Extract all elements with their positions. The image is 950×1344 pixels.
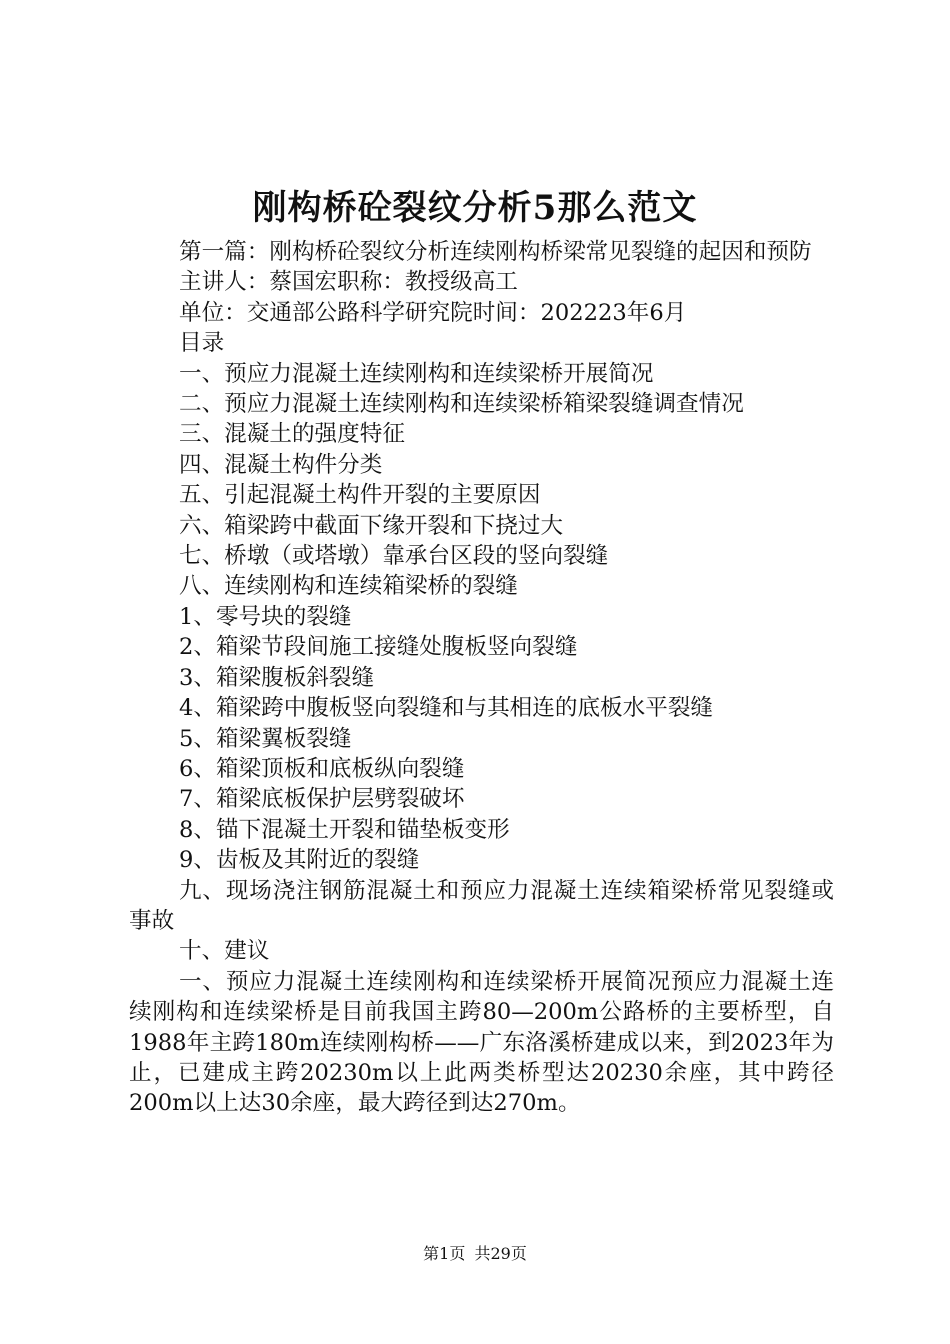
toc-item: 六、箱梁跨中截面下缘开裂和下挠过大 bbox=[179, 512, 564, 539]
toc-item-nine: 九、现场浇注钢筋混凝土和预应力混凝土连续箱梁桥常见裂缝或事故 bbox=[129, 877, 834, 934]
toc-subitem: 8、锚下混凝土开裂和锚垫板变形 bbox=[179, 816, 510, 843]
toc-item: 三、混凝土的强度特征 bbox=[179, 421, 405, 448]
page-footer bbox=[0, 1243, 950, 1265]
toc-subitem: 7、箱梁底板保护层劈裂破坏 bbox=[179, 786, 465, 813]
toc-subitem: 2、箱梁节段间施工接缝处腹板竖向裂缝 bbox=[179, 634, 578, 661]
document-title: 刚构桥砼裂纹分析5那么范文 bbox=[252, 188, 698, 228]
toc-item: 八、连续刚构和连续箱梁桥的裂缝 bbox=[179, 573, 518, 600]
page-number: 第1页 bbox=[423, 1244, 466, 1263]
speaker-line: 主讲人：蔡国宏职称：教授级高工 bbox=[179, 269, 518, 296]
toc-item: 一、预应力混凝土连续刚构和连续梁桥开展简况 bbox=[179, 360, 654, 387]
toc-subitem: 6、箱梁顶板和底板纵向裂缝 bbox=[179, 755, 465, 782]
toc-subitem: 5、箱梁翼板裂缝 bbox=[179, 725, 352, 752]
document-body bbox=[129, 237, 834, 1119]
toc-label: 目录 bbox=[179, 330, 225, 357]
toc-subitem: 3、箱梁腹板斜裂缝 bbox=[179, 664, 375, 691]
toc-subitem: 1、零号块的裂缝 bbox=[179, 603, 352, 630]
toc-subitem: 4、箱梁跨中腹板竖向裂缝和与其相连的底板水平裂缝 bbox=[179, 695, 714, 722]
toc-item: 七、桥墩（或塔墩）靠承台区段的竖向裂缝 bbox=[179, 543, 609, 570]
toc-subitem: 9、齿板及其附近的裂缝 bbox=[179, 847, 420, 874]
section-heading: 第一篇：刚构桥砼裂纹分析连续刚构桥梁常见裂缝的起因和预防 bbox=[179, 239, 812, 265]
toc-item: 二、预应力混凝土连续刚构和连续梁桥箱梁裂缝调查情况 bbox=[179, 391, 744, 418]
toc-item: 五、引起混凝土构件开裂的主要原因 bbox=[179, 482, 541, 509]
body-paragraph: 一、预应力混凝土连续刚构和连续梁桥开展简况预应力混凝土连续刚构和连续梁桥是目前我国主跨80—200m公路桥的主要桥型，自1988年主跨180m连续刚构桥——广东洛溪桥建成以来，到2023年为止，已建成主跨20230m以上此两类桥型达20230余座，其中跨径200m以上达30余座，最大跨径到达270m。 bbox=[129, 968, 834, 1117]
toc-item: 四、混凝土构件分类 bbox=[179, 451, 383, 478]
page-total: 共29页 bbox=[474, 1244, 527, 1263]
unit-time-line: 单位：交通部公路科学研究院时间：202223年6月 bbox=[179, 299, 687, 326]
toc-item-ten: 十、建议 bbox=[179, 938, 270, 965]
